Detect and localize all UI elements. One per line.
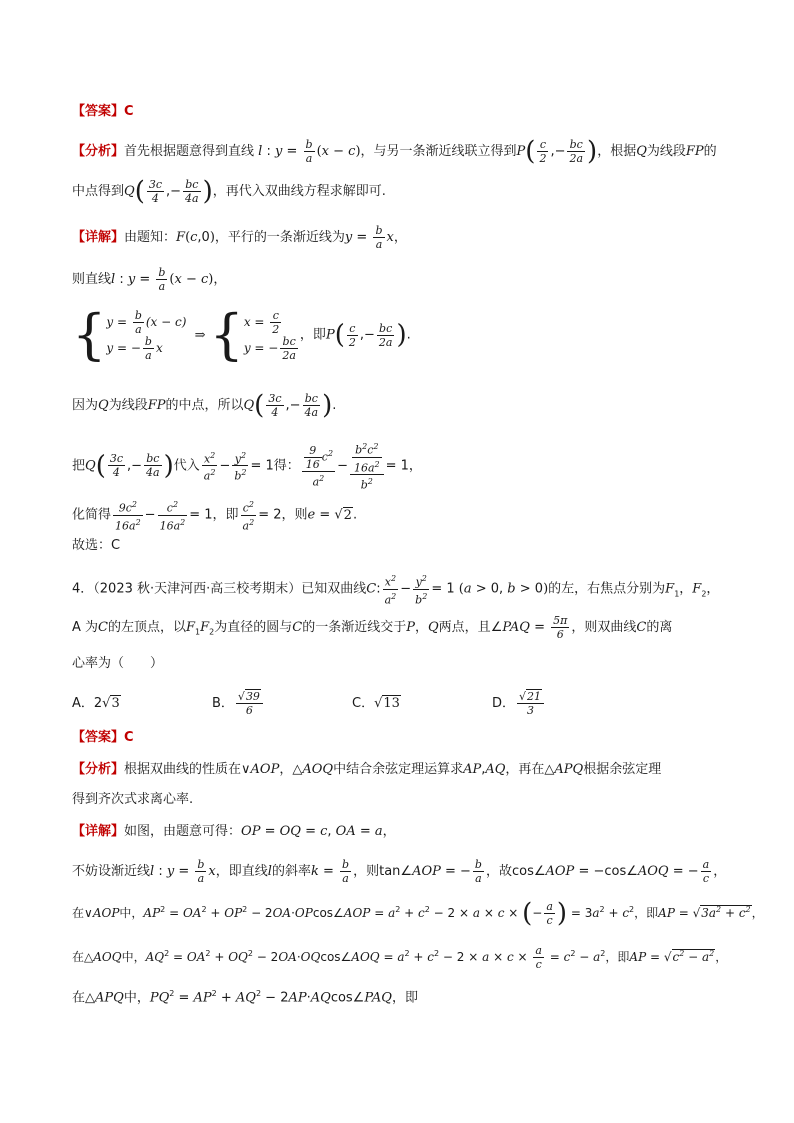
q3-detail-line-2: 则直线l : y = $\frac{b}{a}$ (x − c)， <box>72 266 227 293</box>
option-b[interactable]: B． $\frac{√39}{6}$ <box>212 690 352 717</box>
answer-tag: 【答案】 <box>72 104 125 119</box>
analysis-tag: 【分析】 <box>72 144 125 159</box>
q3-answer-line <box>72 102 734 122</box>
option-a[interactable]: A．2√3 <box>72 696 120 711</box>
q4-stem-line-2: A 为C的左顶点，以$F_1F_2$为直径的圆与C的一条渐近线交于P，Q两点，且∠PAQ = $\frac{5\pi}{6}$ ，则双曲线C的离 <box>72 614 673 641</box>
detail-tag: 【详解】 <box>72 230 125 245</box>
option-d[interactable]: D． $\frac{√21}{3}$ <box>492 690 632 717</box>
q4-analysis-line-2: 得到齐次式求离心率. <box>72 792 194 807</box>
q3-detail-line-1: 【详解】由题知：F(c,0)，平行的一条渐近线为y = $\frac{b}{a}$ x， <box>72 224 407 251</box>
q4-detail-line-3: 在∨AOP中，$AP^2 = OA^2 + OP^2$ − 2OA·OPcos∠AOP = $a^2 + c^2 - 2 \times a \times c$ × (− $\frac{a}{c}$ ) = $3a^2 + c^2$，即AP = $√3a^2 + c^2$， <box>72 898 764 929</box>
q4-detail-line-1: 【详解】如图，由题意可得：OP = OQ = c, OA = a， <box>72 824 396 839</box>
q4-answer-line: 【答案】C <box>72 730 134 745</box>
q4-detail-line-5: 在△APQ中，$PQ^2 = AP^2 + AQ^2$ − 2AP·AQcos∠PAQ，即 <box>72 989 418 1006</box>
q3-analysis-line-2: 中点得到Q( $\frac{3c}{4}$ ,− $\frac{bc}{4a}$ )，再代入双曲线方程求解即可. <box>72 176 386 207</box>
q3-system-line: { y = $\frac{b}{a}$ (x − c) y = − $\frac{b}{a}$ x ⇒{ x = $\frac{c}{2}$ y = − $\frac{bc}{2a}$ ，即P( $\frac{c}{2}$ ,− $\frac{bc}{2a}$ ). <box>72 303 411 366</box>
q4-analysis-line-1: 【分析】根据双曲线的性质在∨AOP，△AOQ中结合余弦定理运算求AP,AQ，再在△APQ根据余弦定理 <box>72 762 662 777</box>
q3-detail-line-5: 把Q( $\frac{3c}{4}$ ,− $\frac{bc}{4a}$ )代入 $\frac{x^2}{a^2}$ − $\frac{y^2}{b^2}$ = 1得： $\frac{9}{16}$ $c^2$ $a^2$ − $\frac{\frac{b^2c^2}{16a^2}}{b^2}$ = 1， <box>72 442 422 492</box>
q3-detail-line-4: 因为Q为线段FP的中点，所以Q( $\frac{3c}{4}$ ,− $\frac{bc}{4a}$ ). <box>72 390 337 421</box>
q4-detail-line-4: 在△AOQ中，$AQ^2 = OA^2 + OQ^2$ − 2OA·OQcos∠AOQ = $a^2 + c^2 - 2 \times a \times c$ × $\frac{a}{c}$ = $c^2 - a^2$，即AP = $√c^2 - a^2$， <box>72 944 728 971</box>
q4-stem-line-1: 4．（2023 秋·天津河西·高三校考期末）已知双曲线C: $\frac{x^2}{a^2}$ − $\frac{y^2}{b^2}$ = 1 (a > 0, b > 0)的左，右焦点分别为$F_1$，$F_2$， <box>72 574 720 607</box>
answer-value: C <box>124 104 134 119</box>
q4-detail-line-2: 不妨设渐近线l : y = $\frac{b}{a}$ x，即直线l的斜率k = $\frac{b}{a}$ ，则tan∠AOP = − $\frac{b}{a}$ ，故cos∠AOP = −cos∠AOQ = − $\frac{a}{c}$ ， <box>72 858 727 885</box>
option-c[interactable]: C．√13 <box>352 696 400 711</box>
q3-detail-line-6: 化简得 $\frac{9c^2}{16a^2}$ − $\frac{c^2}{16a^2}$ = 1，即 $\frac{c^2}{a^2}$ = 2，则e = √2. <box>72 500 358 533</box>
q4-stem-line-3: 心率为（ ） <box>72 656 164 671</box>
q3-final-line: 故选：C <box>72 538 121 553</box>
q4-options <box>72 690 734 717</box>
q3-analysis-line-1: 【分析】首先根据题意得到直线 l : y = $\frac{b}{a}$ (x − c)，与另一条渐近线联立得到P( $\frac{c}{2}$ ,− $\frac{bc}{2a}$ )，根据Q为线段FP的 <box>72 136 717 167</box>
